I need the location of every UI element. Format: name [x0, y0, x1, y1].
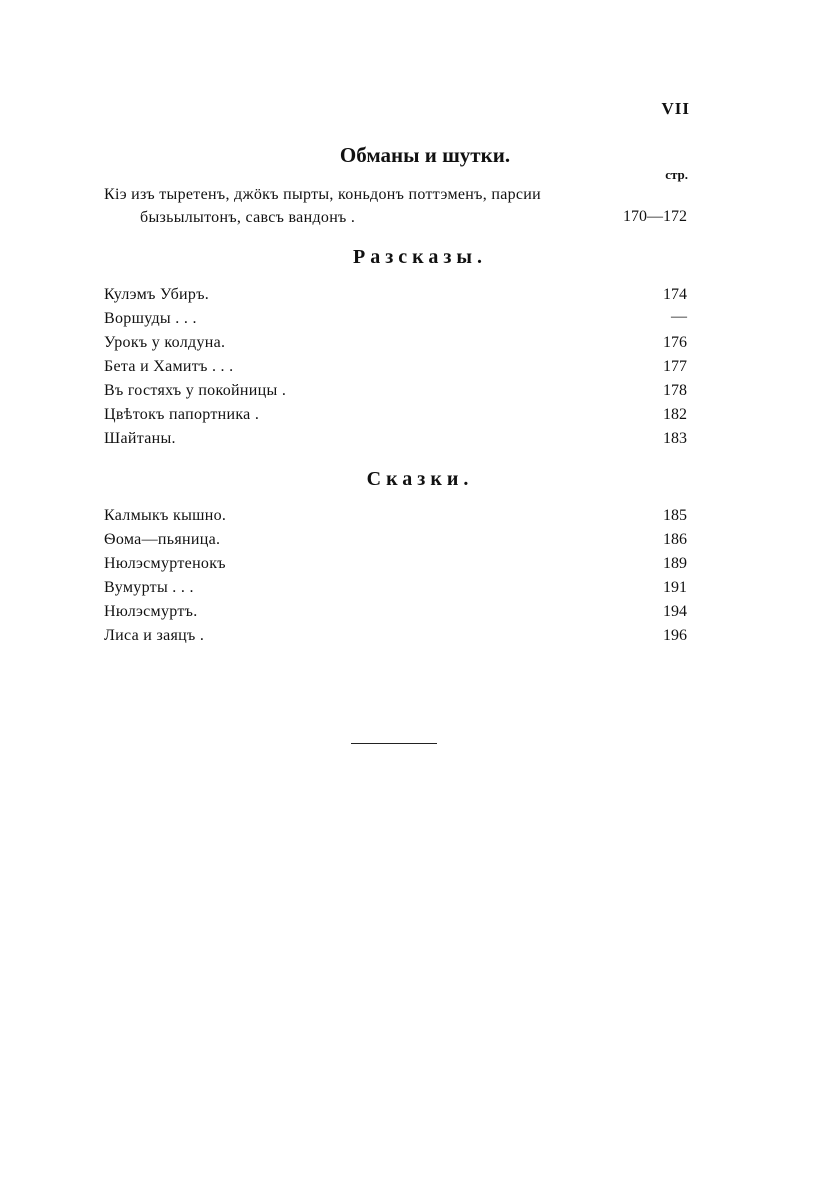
section-heading-tales: Сказки. [366, 468, 474, 490]
toc-entry-title: Въ гостяхъ у покойницы . [104, 382, 287, 399]
toc-entry-page: 196 [663, 627, 687, 644]
toc-entry-title: Вумурты . . . [104, 579, 194, 596]
toc-entry-page: 170—172 [623, 208, 687, 225]
page-column-label: стр. [665, 167, 688, 182]
toc-entry-page: 194 [663, 603, 687, 620]
toc-entry-title: Нюлэсмуртенокъ [104, 555, 226, 572]
toc-entry-page: 182 [663, 406, 687, 423]
toc-entry-title: Шайтаны. [104, 430, 176, 447]
toc-entry-title: Кулэмъ Убиръ. [104, 286, 210, 303]
end-divider [351, 743, 437, 744]
toc-entry-title: Воршуды . . . [104, 310, 197, 327]
toc-entry-title: Кiэ изъ тыретенъ, джöкъ пырты, коньдонъ поттэменъ, парсии [104, 186, 542, 203]
toc-entry-page: 178 [663, 382, 687, 399]
toc-entry-page: 191 [663, 579, 687, 596]
toc-entry-page: 174 [663, 286, 687, 303]
toc-entry-page: 176 [663, 334, 687, 351]
toc-entry-title-continuation: бызьылытонъ, савсъ вандонъ . [140, 209, 356, 226]
toc-entry-title: Урокъ у колдуна. [104, 334, 226, 351]
toc-entry-page: 189 [663, 555, 687, 572]
toc-entry-title: Лиса и заяцъ . [104, 627, 205, 644]
toc-entry-page: 186 [663, 531, 687, 548]
toc-entry-page: — [671, 308, 687, 325]
toc-entry-page: 183 [663, 430, 687, 447]
toc-entry-title: Ѳома—пьяница. [104, 531, 221, 548]
toc-entry-page: 177 [663, 358, 687, 375]
toc-entry-title: Нюлэсмуртъ. [104, 603, 198, 620]
toc-entry-title: Цвѣтокъ папортника . [104, 406, 260, 423]
section-heading-deceptions: Обманы и шутки. [339, 143, 511, 167]
toc-entry-page: 185 [663, 507, 687, 524]
page-number: VII [661, 99, 690, 118]
toc-entry-title: Бета и Хамитъ . . . [104, 358, 234, 375]
toc-entry-title: Калмыкъ кышно. [104, 507, 227, 524]
section-heading-stories: Разсказы. [352, 246, 487, 268]
